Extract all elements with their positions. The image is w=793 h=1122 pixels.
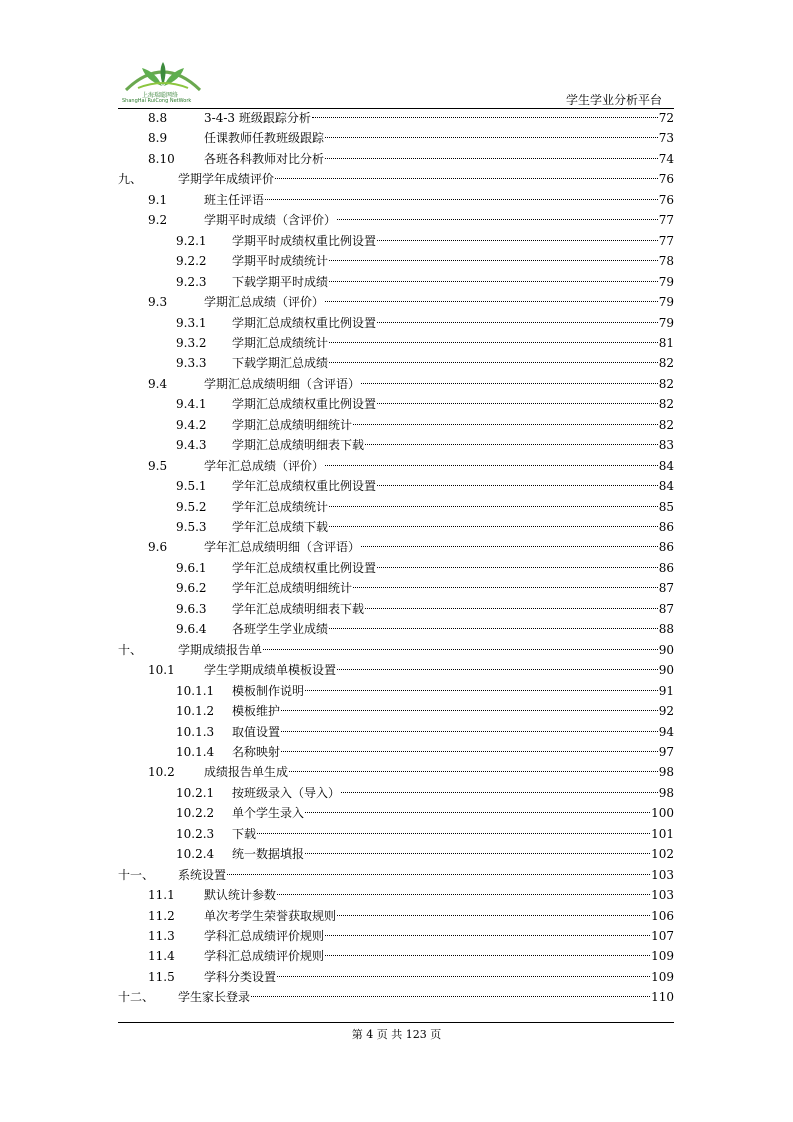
toc-entry-number: 9.5.2 — [176, 499, 207, 514]
toc-entry-page: 94 — [658, 724, 674, 739]
toc-entry-number: 9.6 — [148, 540, 168, 555]
toc-dot-leader — [263, 649, 658, 650]
toc-entry-title: 名称映射 — [232, 744, 281, 759]
toc-entry-page: 106 — [651, 908, 674, 923]
toc-entry-page: 90 — [658, 663, 674, 678]
toc-dot-leader — [305, 853, 650, 854]
toc-entry-page: 102 — [651, 847, 674, 862]
toc-entry-page: 82 — [658, 397, 674, 412]
toc-dot-leader — [305, 812, 650, 813]
toc-entry-number: 9.5.3 — [176, 520, 207, 534]
toc-dot-leader — [289, 771, 658, 772]
toc-entry-number: 9.6.3 — [176, 601, 207, 616]
toc-entry-title: 班主任评语 — [204, 192, 265, 207]
toc-entry-title: 学年汇总成绩明细（含评语） — [204, 540, 361, 555]
toc-entry[interactable] — [118, 292, 674, 312]
toc-entry-number: 9.6.4 — [176, 622, 207, 637]
toc-entry-number: 10.1.4 — [176, 744, 215, 759]
toc-entry-page: 86 — [658, 560, 674, 575]
toc-dot-leader — [325, 935, 650, 936]
toc-entry[interactable] — [118, 374, 674, 394]
toc-entry[interactable] — [118, 681, 674, 701]
toc-entry-title: 单个学生录入 — [232, 806, 305, 821]
toc-entry-title: 系统设置 — [178, 867, 227, 882]
toc-dot-leader — [227, 874, 650, 875]
toc-entry[interactable] — [118, 578, 674, 598]
toc-dot-leader — [265, 199, 658, 200]
toc-dot-leader — [365, 608, 658, 609]
toc-dot-leader — [341, 792, 658, 793]
toc-entry[interactable] — [118, 762, 674, 782]
toc-entry-number: 10.2.1 — [176, 785, 215, 800]
toc-entry-title: 模板制作说明 — [232, 683, 305, 698]
toc-entry-number: 9.2.3 — [176, 274, 207, 289]
toc-dot-leader — [305, 690, 658, 691]
toc-entry-page: 86 — [658, 540, 674, 555]
toc-entry-number: 9.3.2 — [176, 335, 207, 350]
toc-entry-number: 10.2.3 — [176, 826, 215, 841]
toc-dot-leader — [329, 526, 658, 527]
toc-entry-title: 学年汇总成绩明细统计 — [232, 581, 353, 596]
toc-entry-number: 十二、 — [118, 990, 155, 1005]
toc-entry-number: 11.5 — [148, 969, 175, 984]
toc-entry-number: 9.3.1 — [176, 315, 207, 330]
toc-entry-number: 11.4 — [148, 949, 175, 964]
toc-dot-leader — [329, 628, 658, 629]
toc-entry[interactable] — [118, 906, 674, 926]
toc-dot-leader — [353, 587, 658, 588]
toc-entry-number: 10.2 — [148, 765, 175, 780]
toc-dot-leader — [365, 444, 658, 445]
toc-entry-page: 84 — [658, 479, 674, 494]
toc-entry[interactable] — [118, 231, 674, 251]
toc-entry-page: 91 — [658, 683, 674, 698]
toc-dot-leader — [325, 465, 658, 466]
toc-entry-page: 92 — [658, 704, 674, 719]
toc-entry[interactable] — [118, 190, 674, 210]
toc-entry[interactable] — [118, 926, 674, 946]
toc-entry-page: 74 — [658, 151, 674, 166]
toc-entry[interactable] — [118, 394, 674, 414]
toc-entry[interactable] — [118, 660, 674, 680]
toc-entry-title: 按班级录入（导入） — [232, 785, 341, 800]
toc-entry-number: 10.1.1 — [176, 683, 215, 698]
toc-dot-leader — [329, 342, 658, 343]
toc-entry[interactable] — [118, 537, 674, 557]
toc-dot-leader — [329, 281, 658, 282]
toc-entry-number: 8.10 — [148, 151, 175, 166]
toc-entry-page: 103 — [651, 867, 674, 882]
toc-entry[interactable] — [118, 435, 674, 455]
toc-entry-number: 9.4.2 — [176, 417, 207, 432]
toc-dot-leader — [277, 976, 650, 977]
toc-entry-title: 学生学期成绩单模板设置 — [204, 663, 337, 678]
toc-entry-number: 9.3 — [148, 295, 168, 310]
toc-entry-number: 9.4 — [148, 376, 168, 391]
toc-entry-number: 11.1 — [148, 888, 175, 903]
toc-entry[interactable] — [118, 640, 674, 660]
toc-entry-number: 10.1.3 — [176, 724, 215, 739]
toc-dot-leader — [377, 240, 658, 241]
toc-entry-page: 73 — [658, 131, 674, 146]
toc-entry[interactable] — [118, 353, 674, 373]
toc-dot-leader — [377, 403, 658, 404]
toc-entry-number: 9.1 — [148, 192, 168, 207]
toc-entry-page: 78 — [658, 254, 674, 269]
toc-dot-leader — [377, 485, 658, 486]
toc-entry-page: 76 — [658, 192, 674, 207]
toc-entry-title: 取值设置 — [232, 724, 281, 739]
toc-entry-number: 8.9 — [148, 131, 168, 146]
toc-entry[interactable] — [118, 272, 674, 292]
toc-entry-title: 3-4-3 班级跟踪分析 — [204, 111, 311, 125]
toc-entry-title: 学期汇总成绩明细表下载 — [232, 438, 365, 453]
toc-entry-number: 九、 — [118, 172, 143, 187]
company-logo — [118, 56, 208, 108]
toc-dot-leader — [337, 219, 658, 220]
toc-entry-number: 9.5.1 — [176, 479, 207, 494]
toc-entry-title: 学期汇总成绩权重比例设置 — [232, 397, 377, 412]
toc-entry-title: 默认统计参数 — [204, 888, 277, 903]
toc-dot-leader — [377, 322, 658, 323]
toc-entry-page: 79 — [658, 295, 674, 310]
toc-entry-number: 11.3 — [148, 929, 175, 943]
toc-dot-leader — [312, 117, 658, 118]
toc-entry-number: 9.4.1 — [176, 397, 207, 412]
toc-entry[interactable] — [118, 885, 674, 905]
toc-dot-leader — [277, 894, 650, 895]
toc-entry-number: 10.2.4 — [176, 847, 215, 862]
toc-entry-page: 98 — [658, 785, 674, 800]
toc-entry[interactable] — [118, 415, 674, 435]
toc-dot-leader — [337, 915, 650, 916]
toc-dot-leader — [337, 669, 658, 670]
toc-entry[interactable] — [118, 128, 674, 148]
toc-dot-leader — [257, 833, 650, 834]
toc-entry-title: 学期成绩报告单 — [178, 642, 263, 657]
toc-entry-page: 85 — [658, 499, 674, 514]
toc-entry[interactable] — [118, 967, 674, 987]
toc-entry-title: 学科汇总成绩评价规则 — [204, 949, 325, 964]
toc-entry-title: 学期平时成绩统计 — [232, 254, 329, 269]
toc-entry-page: 82 — [658, 417, 674, 432]
toc-entry-title: 下载学期平时成绩 — [232, 274, 329, 289]
toc-entry-number: 9.6.1 — [176, 560, 207, 575]
toc-dot-leader — [377, 567, 658, 568]
toc-dot-leader — [281, 710, 658, 711]
toc-entry-number: 9.2.2 — [176, 254, 207, 269]
toc-entry[interactable] — [118, 722, 674, 742]
toc-entry-title: 成绩报告单生成 — [204, 765, 289, 780]
toc-entry-page: 81 — [658, 335, 674, 350]
toc-entry[interactable] — [118, 987, 674, 1007]
toc-entry-title: 学期平时成绩权重比例设置 — [232, 233, 377, 248]
toc-dot-leader — [361, 383, 658, 384]
toc-entry-title: 各班各科教师对比分析 — [204, 151, 325, 166]
toc-entry[interactable] — [118, 169, 674, 189]
toc-dot-leader — [251, 996, 650, 997]
toc-entry[interactable] — [118, 313, 674, 333]
toc-entry-title: 下载 — [232, 826, 257, 841]
toc-entry-page: 77 — [658, 233, 674, 248]
toc-entry-title: 学年汇总成绩（评价） — [204, 458, 325, 473]
toc-entry-page: 107 — [651, 929, 674, 943]
toc-entry[interactable] — [118, 803, 674, 823]
toc-entry-page: 84 — [658, 458, 674, 473]
toc-entry-page: 100 — [651, 806, 674, 821]
toc-entry[interactable] — [118, 946, 674, 966]
toc-dot-leader — [325, 955, 650, 956]
toc-entry-page: 76 — [658, 172, 674, 187]
toc-entry-number: 9.6.2 — [176, 581, 207, 596]
toc-entry-number: 9.3.3 — [176, 356, 207, 371]
toc-entry[interactable] — [118, 497, 674, 517]
toc-entry-number: 9.5 — [148, 458, 168, 473]
toc-entry[interactable] — [118, 456, 674, 476]
toc-entry[interactable] — [118, 619, 674, 639]
toc-entry-title: 学年汇总成绩下载 — [232, 520, 329, 534]
toc-dot-leader — [281, 751, 658, 752]
toc-dot-leader — [353, 424, 658, 425]
toc-entry[interactable] — [118, 333, 674, 353]
toc-entry[interactable] — [118, 701, 674, 721]
toc-entry-title: 下载学期汇总成绩 — [232, 356, 329, 371]
toc-entry-title: 学科汇总成绩评价规则 — [204, 929, 325, 943]
toc-entry-page: 88 — [658, 622, 674, 637]
toc-dot-leader — [325, 137, 658, 138]
toc-entry-page: 98 — [658, 765, 674, 780]
toc-entry-title: 学科分类设置 — [204, 969, 277, 984]
toc-entry-page: 72 — [658, 111, 674, 125]
toc-dot-leader — [281, 731, 658, 732]
toc-entry[interactable] — [118, 108, 674, 128]
toc-entry-title: 学期学年成绩评价 — [178, 172, 275, 187]
toc-entry-page: 87 — [658, 581, 674, 596]
toc-entry-title: 学年汇总成绩明细表下载 — [232, 601, 365, 616]
toc-entry-title: 各班学生学业成绩 — [232, 622, 329, 637]
toc-entry-page: 77 — [658, 213, 674, 228]
toc-dot-leader — [329, 506, 658, 507]
toc-entry[interactable] — [118, 558, 674, 578]
toc-entry-number: 10.2.2 — [176, 806, 215, 821]
footer-divider — [118, 1022, 674, 1023]
toc-entry[interactable] — [118, 865, 674, 885]
toc-entry-title: 学期汇总成绩明细（含评语） — [204, 376, 361, 391]
toc-entry[interactable] — [118, 251, 674, 271]
toc-entry[interactable] — [118, 844, 674, 864]
toc-entry[interactable] — [118, 599, 674, 619]
toc-entry-number: 11.2 — [148, 908, 175, 923]
toc-dot-leader — [325, 301, 658, 302]
toc-entry-page: 79 — [658, 315, 674, 330]
toc-entry-page: 101 — [651, 826, 674, 841]
toc-entry[interactable] — [118, 783, 674, 803]
toc-entry-number: 9.2.1 — [176, 233, 207, 248]
toc-dot-leader — [329, 362, 658, 363]
toc-entry-title: 学期汇总成绩明细统计 — [232, 417, 353, 432]
toc-entry-page: 103 — [651, 888, 674, 903]
toc-entry-page: 110 — [651, 990, 674, 1005]
toc-entry[interactable] — [118, 149, 674, 169]
toc-entry-title: 学期汇总成绩权重比例设置 — [232, 315, 377, 330]
logo-text-en: ShangHai RuiCong NetWork — [122, 98, 192, 104]
toc-entry-page: 82 — [658, 356, 674, 371]
toc-dot-leader — [275, 178, 658, 179]
toc-entry-number: 9.4.3 — [176, 438, 207, 453]
toc-entry-page: 109 — [651, 969, 674, 984]
toc-entry-page: 79 — [658, 274, 674, 289]
toc-entry-page: 109 — [651, 949, 674, 964]
toc-entry-number: 10.1.2 — [176, 704, 215, 719]
toc-dot-leader — [325, 158, 658, 159]
page-footer: 第 4 页 共 123 页 — [351, 1028, 442, 1041]
toc-dot-leader — [361, 546, 658, 547]
page-header — [118, 52, 674, 110]
toc-dot-leader — [329, 260, 658, 261]
platform-title: 学生学业分析平台 — [565, 93, 662, 107]
toc-entry[interactable] — [118, 517, 674, 537]
toc-entry-page: 83 — [658, 438, 674, 453]
toc-entry-title: 学年汇总成绩统计 — [232, 499, 329, 514]
toc-entry-number: 8.8 — [148, 111, 168, 125]
toc-entry-title: 学期平时成绩（含评价） — [204, 213, 337, 228]
toc-entry-page: 90 — [658, 642, 674, 657]
toc-entry[interactable] — [118, 476, 674, 496]
toc-entry[interactable] — [118, 210, 674, 230]
toc-entry-page: 82 — [658, 376, 674, 391]
toc-entry[interactable] — [118, 742, 674, 762]
toc-entry-title: 学年汇总成绩权重比例设置 — [232, 560, 377, 575]
toc-entry-number: 十、 — [118, 642, 143, 657]
toc-entry-number: 10.1 — [148, 663, 175, 678]
toc-entry-title: 模板维护 — [232, 704, 281, 719]
toc-entry-title: 学年汇总成绩权重比例设置 — [232, 479, 377, 494]
toc-entry-page: 86 — [658, 520, 674, 534]
toc-entry-title: 单次考学生荣誉获取规则 — [204, 908, 337, 923]
toc-entry-page: 97 — [658, 744, 674, 759]
toc-entry-number: 9.2 — [148, 213, 168, 228]
toc-entry[interactable] — [118, 824, 674, 844]
toc-entry-title: 统一数据填报 — [232, 847, 305, 862]
toc-entry-title: 学期汇总成绩统计 — [232, 335, 329, 350]
toc-entry-page: 87 — [658, 601, 674, 616]
logo-text-cn: 上海瑞聪网络 — [142, 92, 179, 99]
toc-entry-title: 学生家长登录 — [178, 990, 251, 1005]
toc-entry-title: 学期汇总成绩（评价） — [204, 295, 325, 310]
toc-entry-number: 十一、 — [118, 867, 155, 882]
toc-entry-title: 任课教师任教班级跟踪 — [204, 131, 325, 146]
